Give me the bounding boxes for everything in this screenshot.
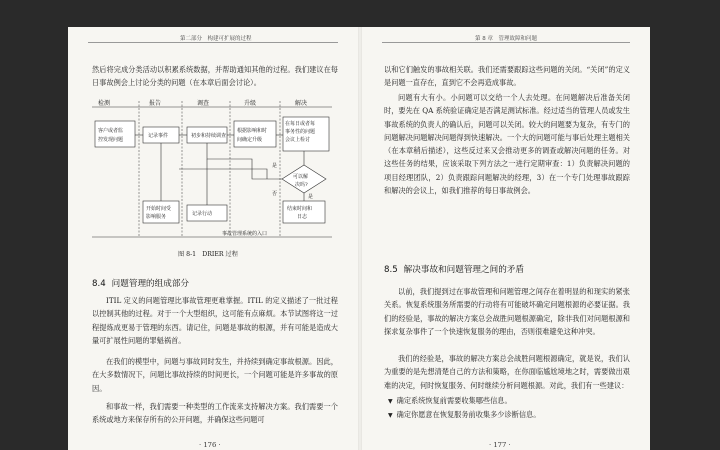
left-page-number: · 176 · [199, 441, 221, 449]
box-detect-line1: 客户或者监 [98, 128, 124, 134]
box-escalate-line1: 根据影响和时 [237, 128, 268, 134]
section-title: 解决事故和问题管理之间的矛盾 [403, 265, 524, 275]
label-no: 否 [272, 191, 278, 197]
entry-caption: 事故管理系统的入口 [222, 231, 268, 237]
right-page-number: · 177 · [489, 441, 511, 449]
right-running-head: 第 8 章 管理故障和问题 [475, 36, 537, 42]
left-page [68, 27, 358, 450]
box-record-action: 记录行动 [192, 211, 213, 217]
figure-caption: 图 8-1 DRIER 过程 [178, 251, 238, 258]
lane-detect: 检测 [98, 100, 111, 107]
right-paragraph-2: 问题有大有小。小问题可以交给一个人去处理。在问题解决后准备关闭时，要先在 QA 系统验证确定是否满足测试标准。经过适当的管理人员或发生事故系统的负责人的确认后，问题可以关闭。较大的问题要为复杂，有专门的问题解决问题解决问题得到快速解决。一个大的问题可能与事后处理主题相关（在本章稍后描述），这些反过来又会推动更多的调查或解决问题的任务。对这些任务的结果，应该采取下列方法之一进行定期审查：1）负责解决问题的项目经理团队，2）负责跟踪问题解决的经理，3）在一个专门处理事故跟踪和解决的会议上，如我们推荐的每日事故例会。 [384, 93, 630, 196]
left-intro-paragraph: 然后将完成分类活动以积累系统数据，并帮助通知其他的过程。我们建议在每日事故例会上讨论分类的问题（在本章后面会讨论）。 [92, 65, 338, 88]
lane-report: 报告 [149, 100, 162, 107]
left-running-head: 第二部分 构建可扩展的过程 [180, 36, 252, 42]
right-paragraph-1: 以和它们触发的事故相关联。我们还需要跟踪这些问题的关闭。“关闭”的定义是问题一直存在，直到它不会再造成事故。 [384, 65, 630, 88]
right-paragraph-3: 以前，我们提到过在事故管理和问题管理之间存在着明显的和现实的紧张关系。恢复系统服务所需要的行动将有可能破坏确定问题根源的必要证据。我们的经验是，事故的解决方案总会战胜问题根源确定，除非我们对问题根源和探求复杂事件了一个快速恢复服务的理由，否则很难避免这种冲突。 [384, 287, 630, 336]
section-number: 8.4 [92, 279, 106, 289]
right-page [362, 27, 650, 450]
right-paragraph-4: 我们的经验是，事故的解决方案总会战胜问题根源确定，就是说，我们认为重要的是先想清楚自己的方法和策略，在你面临尴尬境地之时，需要做出艰难的决定，何时恢复服务、何时继续分析问题根源。对此，我们有一些建议： [384, 354, 630, 390]
box-start-line1: 开始时间受 [146, 206, 172, 212]
left-paragraph-3: 和事故一样，我们需要一种类型的工作流来支持解决方案。我们需要一个系统或地方来保存所有的公开问题，并确保这些问题可 [92, 402, 338, 425]
drier-process-figure [92, 97, 340, 259]
left-header-rule [88, 42, 338, 43]
box-resolve-line3: 会议上检讨 [285, 137, 311, 143]
left-paragraph-1: ITIL 定义的问题管理比事故管理更难掌握。ITIL 的定义描述了一批过程以控制其他的过程。对于一个大型组织，这可能有点麻烦。本节试图将这一过程提炼成更易于管理的东西。请记住，问题是事故的根源，并有可能是造成大量可扩展性问题的罪魁祸首。 [92, 296, 338, 345]
box-detect-line2: 控发现问题 [98, 137, 124, 143]
lane-investigate: 调查 [197, 100, 210, 107]
box-record: 记录事件 [148, 133, 169, 139]
decision-line1: 可以解 [293, 174, 309, 180]
box-end-line1: 结束时间和 [287, 206, 313, 212]
box-end-line2: 日志 [297, 214, 308, 220]
lane-escalate: 升级 [244, 100, 257, 107]
box-start-line2: 影响服务 [146, 214, 167, 220]
lane-resolve: 解决 [295, 100, 308, 107]
bullet-item: ▼ 确定你愿意在恢复服务前收集多少诊断信息。 [388, 408, 540, 422]
section-8-5-heading [384, 263, 524, 275]
label-yes-1: 是 [272, 163, 278, 169]
bullet-item: ▼ 确定系统恢复前需要收集哪些信息。 [388, 394, 512, 408]
box-triage: 初步和持续调查 [191, 133, 227, 139]
box-escalate-line2: 间确定升级 [237, 137, 263, 143]
triangle-bullet-icon: ▼ [388, 398, 393, 405]
left-paragraph-2: 在我们的模型中，问题与事故同时发生，并持续到确定事故根源。因此，在大多数情况下，问题比事故持续的时间更长，一个问题可能是许多事故的原因。 [92, 357, 338, 393]
box-resolve-line2: 事务性的问题 [285, 129, 316, 135]
decision-line2: 决吗? [295, 182, 308, 188]
section-number: 8.5 [384, 265, 398, 275]
label-yes-2: 是 [308, 194, 314, 200]
section-8-4-heading [92, 277, 189, 289]
triangle-bullet-icon: ▼ [388, 412, 393, 419]
box-resolve-line1: 在每日或者每 [285, 121, 316, 127]
section-title: 问题管理的组成部分 [111, 279, 190, 289]
right-header-rule [382, 42, 630, 43]
